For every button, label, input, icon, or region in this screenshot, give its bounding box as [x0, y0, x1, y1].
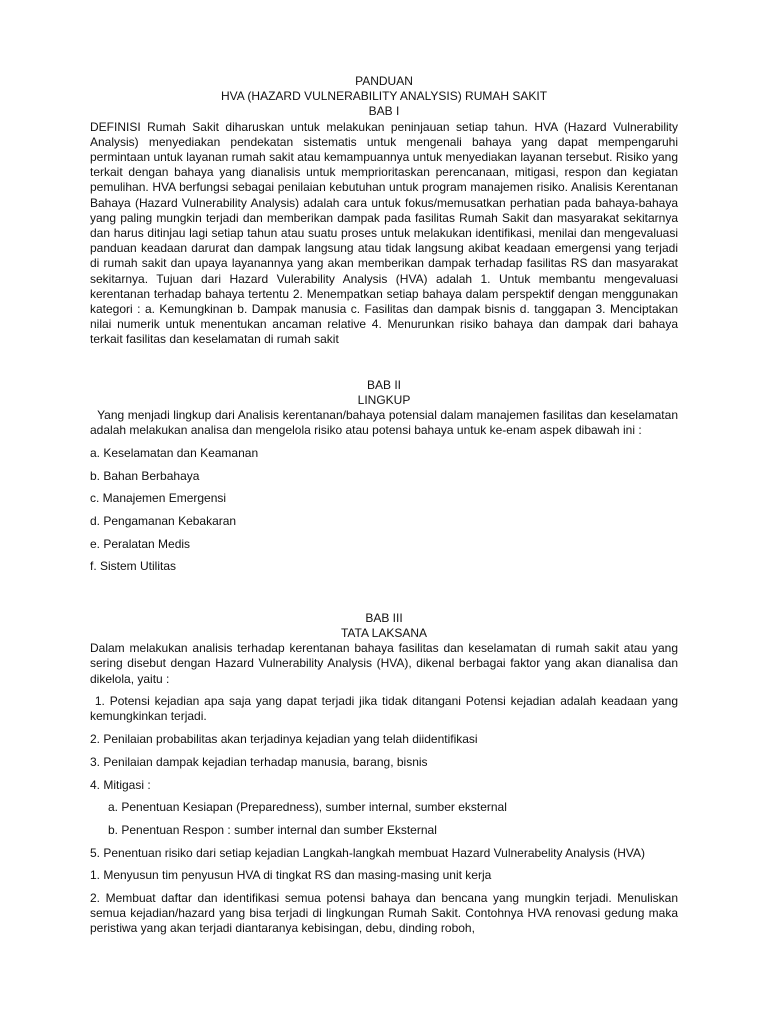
list-item: b. Bahan Berbahaya — [90, 468, 200, 483]
list-item: f. Sistem Utilitas — [90, 559, 177, 574]
bab2-list — [90, 446, 678, 575]
factor-1: 1. Potensi kejadian apa saja yang dapat terjadi jika tidak ditangani Potensi kejadian adalah keadaan yang kemungkinkan terjadi. — [90, 694, 682, 724]
step-1: 1. Menyusun tim penyusun HVA di tingkat RS dan masing-masing unit kerja — [90, 868, 492, 883]
list-item: a. Keselamatan dan Keamanan — [90, 445, 259, 460]
factor-3: 3. Penilaian dampak kejadian terhadap manusia, barang, bisnis — [90, 754, 428, 769]
bab2-intro: Yang menjadi lingkup dari Analisis kerentanan/bahaya potensial dalam manajemen fasilitas dan keselamatan adalah melakukan analisa dan mengelola risiko atau potensi bahaya untuk ke-enam aspek dibawah ini : — [90, 408, 682, 438]
bab3-intro: Dalam melakukan analisis terhadap kerentanan bahaya fasilitas dan keselamatan di rumah sakit atau yang sering disebut dengan Hazard Vulnerability Analysis (HVA), dikenal berbagai faktor yang akan dianalisa dan dikelola, yaitu : — [90, 641, 678, 686]
step-2: 2. Membuat daftar dan identifikasi semua potensi bahaya dan bencana yang mungkin terjadi. Menuliskan semua kejadian/hazard yang bisa terjadi di lingkungan Rumah Sakit. Contohnya HVA renovasi gedung maka peristiwa yang akan terjadi diantaranya kebisingan, debu, dinding roboh, — [90, 891, 678, 936]
factor-2: 2. Penilaian probabilitas akan terjadinya kejadian yang telah diidentifikasi — [90, 732, 478, 747]
factor-4: 4. Mitigasi : — [90, 777, 151, 792]
bab2-subheading: LINGKUP — [357, 392, 411, 407]
list-item: e. Peralatan Medis — [90, 536, 191, 551]
bab3-heading: BAB III — [365, 610, 403, 625]
factor-5: 5. Penentuan risiko dari setiap kejadian Langkah-langkah membuat Hazard Vulnerabelity Analysis (HVA) — [90, 845, 645, 860]
list-item: d. Pengamanan Kebakaran — [90, 514, 237, 529]
bab3-subheading: TATA LAKSANA — [340, 625, 428, 640]
document-body — [90, 74, 682, 937]
bab1-body: DEFINISI Rumah Sakit diharuskan untuk melakukan peninjauan setiap tahun. HVA (Hazard Vulnerability Analysis) menyediakan pendekatan sistematis untuk mengenali bahaya yang dapat mempengaruhi permintaan untuk layanan rumah sakit atau kemampuannya untuk menyediakan layanan tersebut. Risiko yang terkait dengan bahaya yang dianalisis untuk memprioritaskan perencanaan, mitigasi, respon dan kegiatan pemulihan. HVA berfungsi sebagai penilaian kebutuhan untuk program manajemen risiko. Analisis Kerentanan Bahaya (Hazard Vulnerability Analysis) adalah cara untuk fokus/memusatkan perhatian pada bahaya-bahaya yang paling mungkin terjadi dan memberikan dampak pada fasilitas Rumah Sakit dan masyarakat sekitarnya dan harus ditinjau lagi setiap tahun atau suatu proses untuk melakukan identifikasi, menilai dan mengevaluasi panduan keadaan darurat dan dampak langsung atau tidak langsung akibat keadaan emergensi yang terjadi di rumah sakit dan upaya layanannya yang akan memberikan dampak terhadap fasilitas RS dan masyarakat sekitarnya. Tujuan dari Hazard Vulerability Analysis (HVA) adalah 1. Untuk membantu mengevaluasi kerentanan terhadap bahaya tertentu 2. Menempatkan setiap bahaya dalam perspektif dengan menggunakan kategori : a. Kemungkinan b. Dampak manusia c. Fasilitas dan dampak bisnis d. tanggapan 3. Menciptakan nilai numerik untuk menentukan ancaman relative 4. Menurunkan risiko bahaya dan dampak dari bahaya terkait fasilitas dan keselamatan di rumah sakit — [90, 119, 678, 347]
factor-4a: a. Penentuan Kesiapan (Preparedness), sumber internal, sumber eksternal — [108, 800, 507, 815]
list-item: c. Manajemen Emergensi — [90, 491, 227, 506]
bab1-heading: BAB I — [368, 104, 400, 119]
doc-subtitle: HVA (HAZARD VULNERABILITY ANALYSIS) RUMAH SAKIT — [220, 89, 548, 104]
bab2-heading: BAB II — [366, 377, 401, 392]
doc-title: PANDUAN — [355, 74, 413, 88]
factor-4b: b. Penentuan Respon : sumber internal dan sumber Eksternal — [108, 822, 437, 837]
